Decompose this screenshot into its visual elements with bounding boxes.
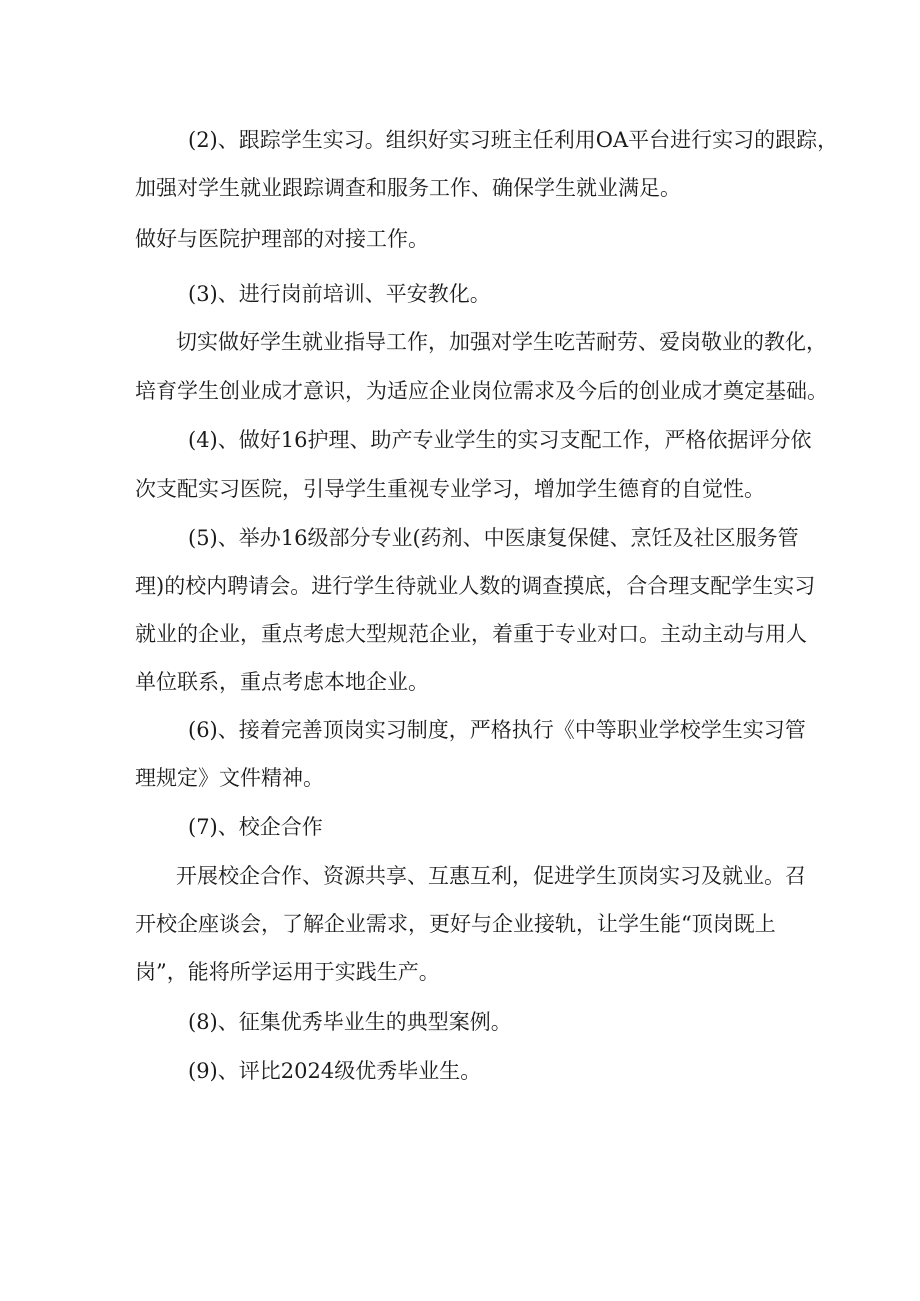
paragraph-line: 开展校企合作、资源共享、互惠互利，促进学生顶岗实习及就业。召: [176, 864, 806, 888]
paragraph-line: 做好与医院护理部的对接工作。: [135, 227, 429, 251]
paragraph-line: (3)、进行岗前培训、平安教化。: [188, 282, 491, 306]
paragraph-line: (5)、举办16级部分专业(药剂、中医康复保健、烹饪及社区服务管: [188, 526, 799, 550]
paragraph-line: 理规定》文件精神。: [135, 766, 324, 790]
paragraph-line: (8)、征集优秀毕业生的典型案例。: [188, 1010, 512, 1034]
paragraph-line: (9)、评比2024级优秀毕业生。: [188, 1059, 482, 1083]
paragraph-line: (7)、校企合作: [188, 815, 323, 839]
paragraph-line: (2)、跟踪学生实习。组织好实习班主任利用OA平台进行实习的跟踪，: [188, 128, 839, 152]
paragraph-line: 就业的企业，重点考虑大型规范企业，着重于专业对口。主动主动与用人: [135, 622, 807, 646]
paragraph-line: 单位联系，重点考虑本地企业。: [135, 670, 429, 694]
paragraph-line: 加强对学生就业跟踪调查和服务工作、确保学生就业满足。: [135, 176, 681, 200]
paragraph-line: 理)的校内聘请会。进行学生待就业人数的调查摸底，合合理支配学生实习: [135, 574, 816, 598]
paragraph-line: 次支配实习医院，引导学生重视专业学习，增加学生德育的自觉性。: [135, 477, 765, 501]
paragraph-line: (4)、做好16护理、助产专业学生的实习支配工作，严格依据评分依: [188, 428, 812, 452]
paragraph-line: (6)、接着完善顶岗实习制度，严格执行《中等职业学校学生实习管: [188, 718, 806, 742]
paragraph-line: 岗”，能将所学运用于实践生产。: [135, 960, 440, 984]
paragraph-line: 开校企座谈会，了解企业需求，更好与企业接轨，让学生能“顶岗既上: [135, 912, 776, 936]
paragraph-line: 切实做好学生就业指导工作，加强对学生吃苦耐劳、爱岗敬业的教化，: [176, 330, 827, 354]
paragraph-line: 培育学生创业成才意识，为适应企业岗位需求及今后的创业成才奠定基础。: [135, 379, 828, 403]
